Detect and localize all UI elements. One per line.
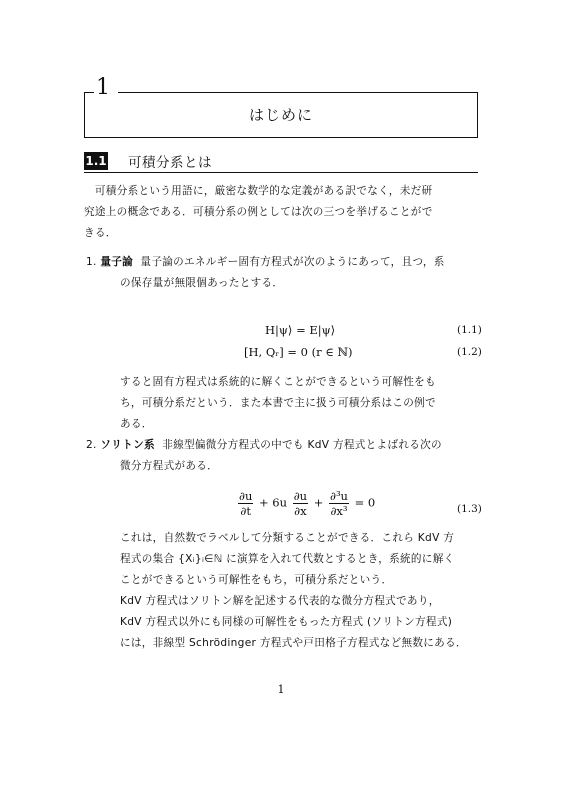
equation-1-2: [H, Qᵣ] = 0 (r ∈ ℕ) [244,345,353,359]
equation-1-3 [236,489,375,518]
eq3-mid: + 6u [259,495,288,510]
section-number: 1.1 [85,154,107,168]
chapter-number: 1 [96,75,110,100]
frac-du-dt-den: ∂t [240,504,251,518]
section-rule [84,172,478,173]
item2-after-4: KdV 方程式はソリトン解を記述する代表的な微分方程式であり， [120,595,440,607]
item1-first-line [86,252,445,273]
item2-marker: 2. [86,439,97,451]
intro-line-1: 可積分系という用語に，厳密な数学的な定義がある訳でなく，未だ研 [84,185,433,197]
item1-title: 量子論 [100,256,134,268]
frac-d3u-dx3-num: ∂³u [330,489,348,503]
frac-du-dt-num: ∂u [239,489,253,503]
item2-line-2: 微分方程式がある． [120,460,219,472]
section-title: 可積分系とは [128,155,212,171]
item1-after-3: ある． [120,418,153,430]
equation-number-1-3: (1.3) [457,503,482,515]
equation-number-1-2: (1.2) [457,346,482,358]
chapter-title: はじめに [248,106,313,124]
item2-after-1: これは，自然数でラベルして分類することができる．これら KdV 方 [120,532,455,544]
page-number: 1 [277,683,285,696]
item2-after-2: 程式の集合 {Xᵢ}ᵢ∈ℕ に演算を入れて代数とするとき，系統的に解く [120,553,455,565]
eq3-plus: + [313,495,324,510]
item1-line-2: の保存量が無限個あったとする． [120,277,284,289]
item2-title: ソリトン系 [100,439,155,451]
equation-number-1-1: (1.1) [457,324,482,336]
item2-line-1: 非線型偏微分方程式の中でも KdV 方程式とよばれる次の [162,439,442,451]
item1-marker: 1. [86,256,97,268]
item1-line-1: 量子論のエネルギー固有方程式が次のようにあって，且つ，系 [140,256,445,268]
frac-du-dx-den: ∂x [294,504,307,518]
intro-line-2: 究途上の概念である．可積分系の例としては次の三つを挙げることがで [84,206,433,218]
eq3-rhs: = 0 [354,495,376,510]
frac-d3u-dx3-den: ∂x³ [330,504,348,518]
item2-first-line [86,435,442,456]
item1-after-1: すると固有方程式は系統的に解くことができるという可解性をも [120,376,436,388]
item1-after-2: ち，可積分系だという．また本書で主に扱う可積分系はこの例で [120,397,436,409]
frac-du-dx [293,489,308,518]
item2-after-3: ことができるという可解性をもち，可積分系だという． [120,574,393,586]
intro-line-3: きる． [84,227,117,239]
item2-after-5: KdV 方程式以外にも同様の可解性をもった方程式 (ソリトン方程式) [120,616,453,628]
equation-1-1: H|ψ⟩ = E|ψ⟩ [265,323,336,337]
item2-after-6: には，非線型 Schrödinger 方程式や戸田格子方程式など無数にある． [120,637,467,649]
frac-du-dt [238,489,253,518]
frac-du-dx-num: ∂u [293,489,308,503]
frac-d3u-dx3 [329,489,349,518]
